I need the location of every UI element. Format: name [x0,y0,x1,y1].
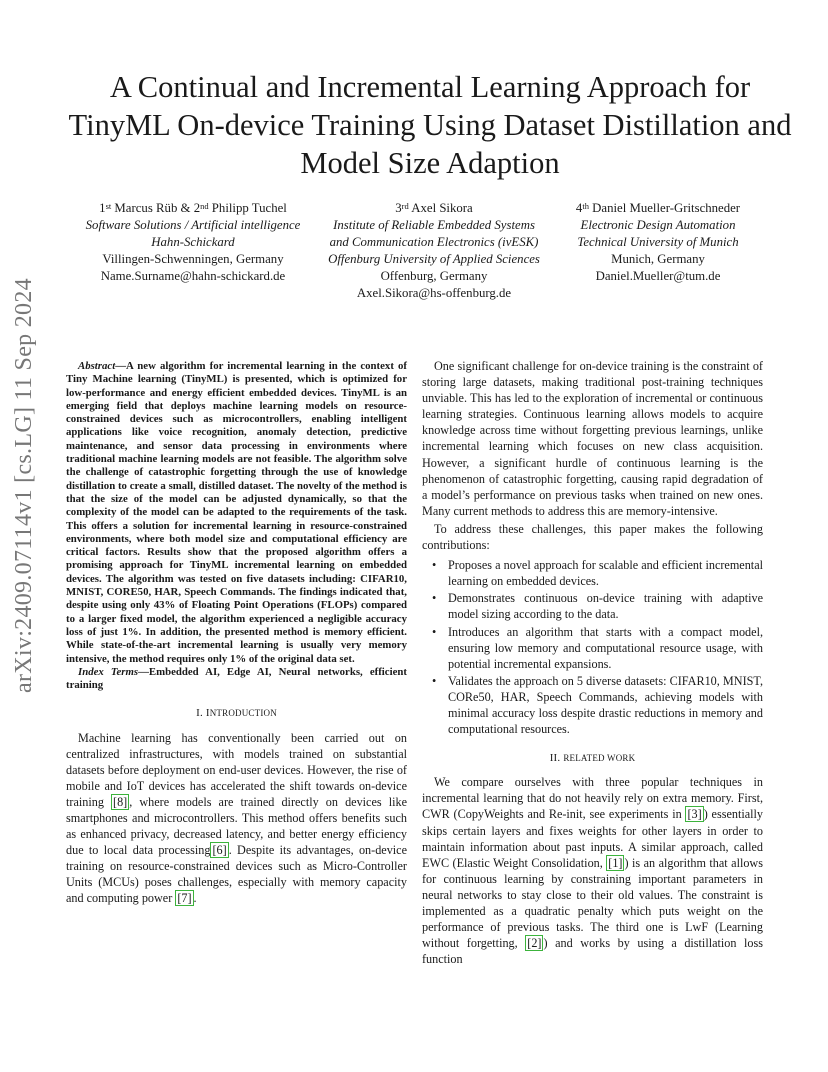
author-2 [310,200,558,302]
author-3-email: Daniel.Mueller@tum.de [595,269,721,283]
section-number: II. [549,752,564,765]
intro-text-3: . Despite its advantages, on-device training on resource-constrained devices such as Micro-Controller Units (MCUs) poses challenges, especially with memory capacity and computing power [66,843,407,906]
section-title-initial: I [205,707,210,720]
challenge-paragraph: One significant challenge for on-device training is the constraint of storing large datasets, making traditional post-training techniques unviable. This has led to the exploration of incremental or continuous learning strategies. Continuous learning allows models to acquire knowledge across time without forgetting previous learnings, unlike incremental learning which focuses on new class acquisition. However, a significant hurdle of continuous learning is the phenomenon of catastrophic forgetting, causing rapid degradation of a model’s performance on previous tasks when trained on new ones. Many current methods to address this are memory-intensive. [422,359,763,518]
citation-2-label[interactable]: [2] [527,936,542,951]
author-1-name: 1st Marcus Rüb & 2nd Philipp Tuchel [99,201,287,215]
author-3-affiliation-2: Technical University of Munich [577,235,739,249]
author-3-affiliation-1: Electronic Design Automation [580,218,736,232]
citation-6[interactable] [210,842,228,858]
citation-6-label[interactable]: [6] [212,843,227,858]
author-2-affiliation-1: Institute of Reliable Embedded Systems [333,218,535,232]
section-title-rest: NTRODUCTION [209,708,277,719]
citation-2[interactable] [525,935,543,951]
citation-7-label[interactable]: [7] [177,891,192,906]
citation-3[interactable] [685,806,703,822]
author-1 [62,200,324,285]
section-heading-introduction [66,705,407,721]
section-heading-related-work [422,750,763,766]
left-column [66,360,407,907]
intro-text-1: Machine learning has conventionally been carried out on centralized infrastructures, with models trained on substantial datasets before deployment on end-user devices. However, the rise of mobile and IoT devices has accelerated the shift towards on-device training [66,730,407,809]
abstract-text: —A new algorithm for incremental learning in the context of Tiny Machine learning (TinyML) is presented, which is optimized for low-performance and energy efficient embedded devices. TinyML is an emerging field that deploys machine learning models on resource-constrained devices such as microcontrollers, enabling intelligent applications like voice recognition, anomaly detection, predictive maintenance, and sensor data processing in environments where traditional machine learning models are not feasible. The algorithm solve the challenge of catastrophic forgetting through the use of knowledge distillation to create a small, distilled dataset. The novelty of the method is that the size of the model can be adjusted dynamically, so that the complexity of the model can be adapted to the requirements of the task. This offers a solution for incremental learning in resource-constrained environments, where both model size and computational efficiency are critical factors. Results show that the proposed algorithm offers a promising approach for TinyML incremental learning on embedded devices. The algorithm was tested on five datasets including: CIFAR10, MNIST, CORE50, HAR, Speech Commands. The findings indicated that, despite using only 43% of Floating Point Operations (FLOPs) compared to a larger fixed model, the algorithm experienced a negligible accuracy loss of just 1%. In addition, the presented method is memory efficient. While state-of-the-art incremental learning is usually very memory intensive, the method requires only 1% of the original data set. [66,360,407,665]
author-2-location: Offenburg, Germany [380,269,488,283]
citation-3-label[interactable]: [3] [687,807,702,822]
author-2-affiliation-3: Offenburg University of Applied Sciences [328,252,540,266]
author-1-affiliation-2: Hahn-Schickard [151,235,235,249]
related-text-3: ) is an algorithm that allows for continuous learning by constraining important parameters in neural networks to stay close to their old values. The constraint is implemented as a quadratic penalty which puts weight on the performance of previous tasks. The third one is LwF (Learning without forgetting, [422,855,763,951]
contribution-item: • Introduces an algorithm that starts with a compact model, ensuring low memory and computational resource usage, with potential incremental expansions. [422,624,763,672]
section-title: RELATED WORK [563,753,636,764]
author-2-affiliation-2: and Communication Electronics (ivESK) [329,235,539,249]
author-3-location: Munich, Germany [611,252,705,266]
abstract-label: Abstract [78,360,116,372]
author-1-location: Villingen-Schwenningen, Germany [102,252,284,266]
author-2-name: 3rd Axel Sikora [395,201,473,215]
contribution-item: • Validates the approach on 5 diverse datasets: CIFAR10, MNIST, CORe50, HAR, Speech Commands, achieving models with minimal accuracy loss despite drastic reductions in memory and computational resources. [422,673,763,737]
paper-title: A Continual and Incremental Learning Approach for TinyML On-device Training Using Dataset Distillation and Model Size Adaption [68,70,792,180]
contributions-intro: To address these challenges, this paper makes the following contributions: [422,521,763,553]
index-terms-label: Index Terms [78,665,139,678]
author-2-email: Axel.Sikora@hs-offenburg.de [356,286,512,300]
right-column [422,358,763,967]
intro-paragraph [66,730,407,907]
contribution-item: • Proposes a novel approach for scalable and efficient incremental learning on embedded devices. [422,557,763,589]
abstract [66,360,407,666]
related-work-paragraph [422,774,763,967]
arxiv-stamp [2,277,46,693]
citation-8-label[interactable]: [8] [113,794,128,809]
contribution-item: • Demonstrates continuous on-device training with adaptive model sizing according to the data. [422,590,763,622]
arxiv-stamp-text: arXiv:2409.07114v1 [cs.LG] 11 Sep 2024 [10,277,37,693]
index-terms [66,666,407,693]
citation-1-label[interactable]: [1] [608,855,623,870]
author-1-email: Name.Surname@hahn-schickard.de [100,269,286,283]
author-3 [548,200,768,285]
author-3-name: 4th Daniel Mueller-Gritschneder [575,201,741,215]
citation-7[interactable] [175,890,193,906]
related-text-4: ) and works by using a distillation loss function [422,936,763,967]
contributions-list [422,557,763,737]
index-terms-text: —Embedded AI, Edge AI, Neural networks, efficient training [66,665,407,692]
related-text-2: ) essentially skips certain layers and fixes weights for other layers in order to maintain information about past inputs. A similar approach, called EWC (Elastic Weight Consolidation, [422,807,763,870]
intro-text-2: , where models are trained directly on devices like smartphones and microcontrollers. This method offers benefits such as enhanced privacy, decreased latency, and better energy efficiency due to local data processing [66,794,407,858]
related-text-1: We compare ourselves with three popular techniques in incremental learning that do not heavily rely on extra memory. First, CWR (CopyWeights and Re-init, see experiments in [422,775,763,822]
citation-8[interactable] [111,794,129,810]
citation-1[interactable] [606,855,624,871]
author-1-affiliation-1: Software Solutions / Artificial intelligence [85,218,301,232]
intro-text-4: . [193,891,197,906]
section-number: I. [196,707,206,720]
